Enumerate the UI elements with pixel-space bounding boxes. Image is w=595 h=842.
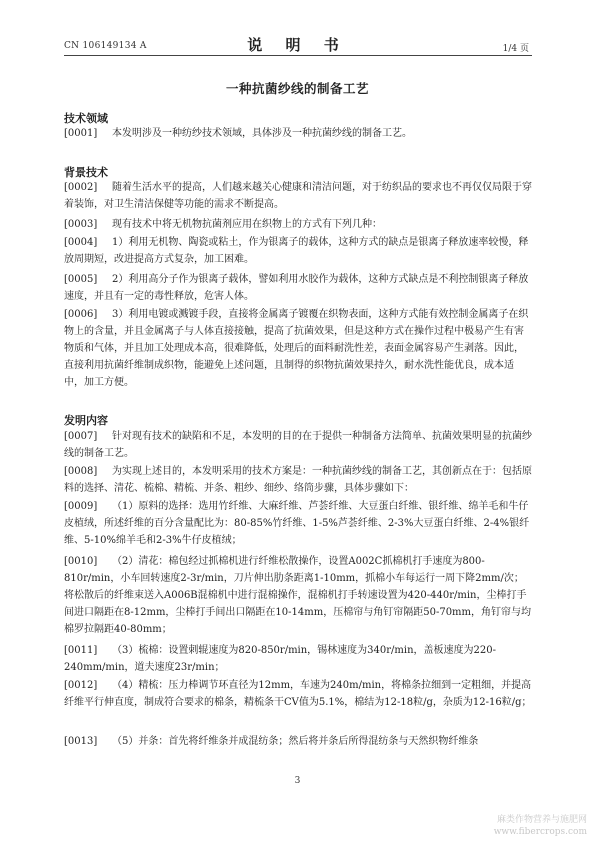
- paragraph-text: （2）清花：棉包经过抓棉机进行纤维松散操作，设置A002C抓棉机打手速度为800-810r/min，小车回转速度2-3r/min，刀片伸出肋条距离1-10mm，抓棉小车每运行一周下降2mm/次；将松散后的纤维束送入A006B混棉机中进行混棉操作，混棉机打手转速设置为420-440r/min，尘棒打手间进口隔距在8-12mm，尘棒打手间出口隔距在10-14mm，压棉帘与角钉帘隔距50-70mm，角钉帘与均棉罗拉隔距40-80mm；: [64, 556, 532, 635]
- paragraph-number: [0005]: [64, 274, 98, 285]
- section-heading-background: 背景技术: [64, 166, 108, 179]
- watermark-line: 麻类作物营养与施肥网: [496, 815, 587, 825]
- section-heading-tech-field: 技术领域: [64, 112, 108, 125]
- page-info: 1/4 页: [502, 44, 529, 54]
- paragraph-number: [0006]: [64, 309, 98, 320]
- paragraph: [64, 234, 532, 268]
- paragraph-number: [0012]: [64, 680, 98, 691]
- paragraph: [64, 216, 532, 233]
- paragraph: [64, 498, 532, 549]
- paragraph-number: [0008]: [64, 466, 98, 477]
- paragraph: [64, 677, 532, 711]
- paragraph-text: 为实现上述目的，本发明采用的技术方案是：一种抗菌纱线的制备工艺，其创新点在于：包括原料的选择、清花、梳棉、精梳、并条、粗纱、细纱、络筒步骤，具体步骤如下：: [64, 466, 532, 494]
- paragraph-text: 1）利用无机物、陶瓷或粘土，作为银离子的载体，这种方式的缺点是银离子释放速率较慢，释放周期短，改进提高方式复杂，加工困难。: [64, 237, 529, 265]
- paragraph: [64, 733, 532, 750]
- header-divider: [64, 55, 532, 56]
- paragraph-number: [0011]: [64, 645, 98, 656]
- paragraph-number: [0009]: [64, 501, 98, 512]
- paragraph: [64, 271, 532, 305]
- paragraph: [64, 463, 532, 497]
- watermark-line: www.fibercrops.com: [493, 827, 587, 837]
- watermark: [494, 814, 587, 838]
- publication-number: CN 106149134 A: [64, 41, 147, 51]
- paragraph-number: [0004]: [64, 237, 98, 248]
- paragraph-number: [0003]: [64, 219, 98, 230]
- page-number: 3: [294, 776, 301, 786]
- header-title: 说 明 书: [247, 36, 348, 54]
- section-heading-invention: 发明内容: [64, 414, 108, 427]
- paragraph: [64, 642, 532, 676]
- paragraph-text: 2）利用高分子作为银离子载体，譬如利用水胶作为载体，这种方式缺点是不利控制银离子释放速度，并且有一定的毒性释放，危害人体。: [64, 274, 529, 302]
- paragraph-text: 3）利用电镀或溅镀手段，直接将金属离子镀覆在织物表面，这种方式能有效控制金属离子在织物上的含量，并且金属离子与人体直接接触，提高了抗菌效果，但是这种方式在操作过程中极易产生有害物质和气体，并且加工处理成本高，很难降低，处理后的面料耐洗性差，表面金属容易产生剥落。因此，直接利用抗菌纤维制成织物，能避免上述问题，且制得的织物抗菌效果持久，耐水洗性能优良，成本适中，加工方便。: [64, 309, 529, 388]
- paragraph-text: （4）精梳：压力棒调节环直径为12mm，车速为240m/min，将棉条拉细到一定粗细，并提高纤维平行伸直度，制成符合要求的棉条，精梳条干CV值为5.1%，棉结为12-18粒/g，杂质为12-16粒/g；: [64, 680, 532, 708]
- paragraph-text: 现有技术中将无机物抗菌剂应用在织物上的方式有下列几种：: [112, 219, 382, 230]
- paragraph-number: [0001]: [64, 128, 98, 139]
- paragraph-text: （1）原料的选择：选用竹纤维、大麻纤维、芦荟纤维、大豆蛋白纤维、银纤维、绵羊毛和牛仔皮植绒，所述纤维的百分含量配比为：80-85%竹纤维、1-5%芦荟纤维、2-3%大豆蛋白纤维、2-4%银纤维、5-10%绵羊毛和2-3%牛仔皮植绒；: [64, 501, 530, 546]
- paragraph-number: [0013]: [64, 736, 98, 747]
- paragraph-text: （3）梳棉：设置刺辊速度为820-850r/min，锡林速度为340r/min，盖板速度为220-240mm/min，道夫速度23r/min；: [64, 645, 497, 673]
- document-title: 一种抗菌纱线的制备工艺: [225, 81, 369, 96]
- paragraph-text: 针对现有技术的缺陷和不足，本发明的目的在于提供一种制备方法简单、抗菌效果明显的抗菌纱线的制备工艺。: [64, 431, 532, 459]
- paragraph-number: [0010]: [64, 556, 98, 567]
- paragraph-text: 本发明涉及一种纺纱技术领域，具体涉及一种抗菌纱线的制备工艺。: [112, 128, 412, 139]
- paragraph-text: 随着生活水平的提高，人们越来越关心健康和清洁问题，对于纺织品的要求也不再仅仅局限于穿着装饰，对卫生清洁保健等功能的需求不断提高。: [64, 182, 532, 210]
- paragraph-number: [0002]: [64, 182, 98, 193]
- paragraph: [64, 179, 532, 213]
- paragraph: [64, 428, 532, 462]
- paragraph-text: （5）并条：首先将纤维条并成混纺条；然后将并条后所得混纺条与天然织物纤维条: [112, 736, 479, 747]
- paragraph: [64, 125, 532, 142]
- paragraph-number: [0007]: [64, 431, 98, 442]
- paragraph: [64, 553, 532, 638]
- paragraph: [64, 306, 532, 391]
